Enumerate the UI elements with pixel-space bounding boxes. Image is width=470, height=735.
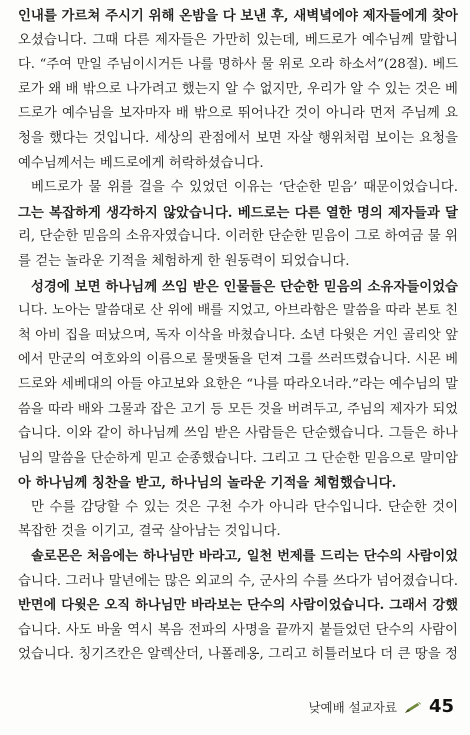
footer-title: 낮예배 설교자료 xyxy=(308,699,397,715)
pencil-icon xyxy=(403,700,423,714)
page-number: 45 xyxy=(428,696,454,717)
text-line: 씀을 따라 배와 그물과 잡은 고기 등 모든 것을 버려두고, 주님의 제자가 되었 xyxy=(18,401,458,417)
text-line: 를 걷는 놀라운 기적을 체험하게 한 원동력이 되었습니다. xyxy=(18,253,350,269)
text-line: 만 수를 감당할 수 있는 것은 구천 수가 아니라 단수입니다. 단순한 것이 xyxy=(31,499,458,515)
page-footer xyxy=(308,696,454,717)
text-line: 습니다. 이와 같이 하나님께 쓰임 받은 사람들은 단순했습니다. 그들은 하나 xyxy=(18,426,458,442)
text-line: 었습니다. 칭기즈칸은 알렉산더, 나폴레옹, 그리고 히틀러보다 더 큰 땅을 정 xyxy=(18,647,458,663)
text-line: 성경에 보면 하나님께 쓰임 받은 인물들은 단순한 믿음의 소유자들이었습 xyxy=(31,278,458,295)
body-text xyxy=(18,4,458,668)
text-line: 인내를 가르쳐 주시기 위해 온밤을 다 보낸 후, 새벽녘에야 제자들에게 찾아 xyxy=(18,8,458,24)
text-line: 다. “주여 만일 주님이시거든 나를 명하사 물 위로 오라 하소서”(28절). 베드 xyxy=(18,57,458,73)
text-line: 청을 했다는 것입니다. 세상의 관점에서 보면 자살 행위처럼 보이는 요청을 xyxy=(18,130,458,146)
text-line: 드로와 세베대의 아들 야고보와 요한은 “나를 따라오너라.”라는 예수님의 말 xyxy=(18,376,458,392)
text-line: 척 아비 집을 떠났으며, 독자 이삭을 바쳤습니다. 소년 다윗은 거인 골리앗 앞 xyxy=(18,327,458,343)
text-line: 오셨습니다. 그때 다른 제자들은 가만히 있는데, 베드로가 예수님께 말합니 xyxy=(18,32,458,48)
text-line: 예수님께서는 베드로에게 허락하셨습니다. xyxy=(18,155,264,171)
text-line: 솔로몬은 처음에는 하나님만 바라고, 일천 번제를 드리는 단수의 사람이었 xyxy=(31,549,458,565)
text-line: 드로가 예수님을 보자마자 배 밖으로 뛰어나간 것이 아니라 먼저 주님께 요 xyxy=(18,106,458,122)
text-line: 습니다. 그러나 말년에는 많은 외교의 수, 군사의 수를 쓰다가 넘어졌습니다. xyxy=(18,573,458,589)
text-line: 에서 만군의 여호와의 이름으로 물맷돌을 던져 그를 쓰러뜨렸습니다. 시몬 베 xyxy=(18,352,458,368)
text-line: 로가 왜 배 밖으로 나가려고 했는지 알 수 없지만, 우리가 알 수 있는 것은 베 xyxy=(18,81,458,97)
text-line: 반면에 다윗은 오직 하나님만 바라보는 단수의 사람이었습니다. 그래서 강했 xyxy=(18,598,458,614)
text-line: 니다. 노아는 말씀대로 산 위에 배를 지었고, 아브라함은 말씀을 따라 본토 친 xyxy=(18,303,458,319)
text-line: 베드로가 물 위를 걸을 수 있었던 이유는 ‘단순한 믿음’ 때문이었습니다. xyxy=(31,180,458,196)
text-line: 리, 단순한 믿음의 소유자였습니다. 이러한 단순한 믿음이 그로 하여금 물 위 xyxy=(18,229,458,245)
text-line: 습니다. 사도 바울 역시 복음 전파의 사명을 끝까지 붙들었던 단수의 사람이 xyxy=(18,622,458,638)
text-line: 아 하나님께 칭찬을 받고, 하나님의 놀라운 기적을 체험했습니다. xyxy=(18,475,397,492)
text-line: 님의 말씀을 단순하게 믿고 순종했습니다. 그리고 그 단순한 믿음으로 말미암 xyxy=(18,450,458,466)
text-line: 복잡한 것을 이기고, 결국 살아남는 것입니다. xyxy=(18,524,281,540)
text-line: 그는 복잡하게 생각하지 않았습니다. 베드로는 다른 열한 명의 제자들과 달 xyxy=(18,204,458,221)
